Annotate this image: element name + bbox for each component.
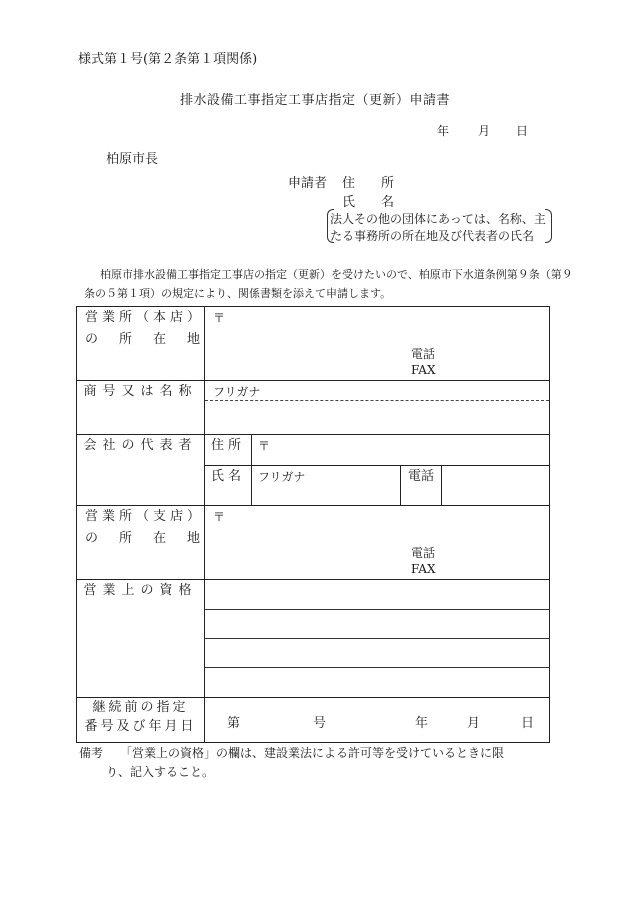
branch-office-postal-mark: 〒 <box>213 510 226 524</box>
form-number: 様式第１号(第２条第１項関係) <box>78 52 258 67</box>
main-office-tel-label: 電話 <box>411 347 436 361</box>
previous-label-line2: 番号及び年月日 <box>84 719 197 734</box>
row-qualification <box>77 580 550 698</box>
qualification-label: 営業上の資格 <box>77 580 205 698</box>
branch-office-address-cell[interactable] <box>205 506 550 580</box>
branch-office-label-line1: 営業所（支店） <box>85 509 205 524</box>
qualification-cell[interactable] <box>205 580 550 698</box>
branch-office-label-line2: の 所 在 地 <box>85 531 205 546</box>
prev-year: 年 <box>415 716 429 731</box>
remarks-label: 備考 <box>79 746 104 760</box>
trade-name-label: 商号又は名称 <box>77 381 205 435</box>
branch-office-tel-label: 電話 <box>411 546 436 560</box>
qualification-line-3 <box>205 667 549 668</box>
applicant-note-line1: 法人その他の団体にあっては、名称、主 <box>330 212 546 226</box>
furigana-divider <box>205 400 549 401</box>
rep-name-cell[interactable] <box>252 466 401 506</box>
prev-go: 号 <box>313 716 327 731</box>
rep-tel-label: 電話 <box>401 466 442 506</box>
trade-name-cell[interactable] <box>205 381 550 435</box>
date-day: 日 <box>516 124 529 138</box>
branch-office-fax-label: FAX <box>411 562 436 576</box>
row-branch-office <box>77 506 550 580</box>
previous-designation-cell[interactable] <box>205 698 550 743</box>
previous-label-line1: 継続前の指定 <box>92 700 189 715</box>
body-line2: 条の５第１項）の規定により、関係書類を添えて申請します。 <box>84 287 392 300</box>
application-table <box>76 306 550 743</box>
body-line1: 柏原市排水設備工事指定工事店の指定（更新）を受けたいので、柏原市下水道条例第９条（第９ <box>100 268 573 281</box>
form-title: 排水設備工事指定工事店指定（更新）申請書 <box>180 93 451 108</box>
qualification-line-2 <box>205 638 549 639</box>
main-office-fax-label: FAX <box>411 363 436 377</box>
main-office-label <box>77 307 205 381</box>
remarks-line2: り、記入すること。 <box>106 765 215 779</box>
prev-day: 日 <box>521 716 535 731</box>
previous-designation-label <box>77 698 205 743</box>
addressee: 柏原市長 <box>106 152 159 167</box>
date-year: 年 <box>437 124 450 138</box>
row-trade-name <box>77 381 550 435</box>
trade-name-furigana: フリガナ <box>213 385 261 399</box>
rep-address-cell[interactable] <box>252 435 550 466</box>
main-office-label-line2: の 所 在 地 <box>85 332 205 347</box>
row-rep-address <box>77 435 550 466</box>
row-main-office <box>77 307 550 381</box>
row-previous-designation <box>77 698 550 743</box>
representative-label: 会社の代表者 <box>77 435 205 506</box>
note-bracket-right <box>545 209 552 243</box>
rep-postal-mark: 〒 <box>258 439 271 453</box>
applicant-note-line2: たる事務所の所在地及び代表者の氏名 <box>330 229 535 243</box>
main-office-label-line1: 営業所（本店） <box>85 310 205 325</box>
rep-name-label: 氏名 <box>205 466 252 506</box>
branch-office-label <box>77 506 205 580</box>
prev-dai: 第 <box>227 716 241 731</box>
date-month: 月 <box>478 124 491 138</box>
applicant-address-label: 住 所 <box>342 176 395 191</box>
main-office-address-cell[interactable] <box>205 307 550 381</box>
main-office-postal-mark: 〒 <box>213 311 226 325</box>
rep-name-furigana: フリガナ <box>258 470 306 484</box>
rep-address-label: 住所 <box>205 435 252 466</box>
remarks-line1: 「営業上の資格」の欄は、建設業法による許可等を受けているときに限 <box>120 746 505 760</box>
applicant-name-label: 氏 名 <box>342 195 395 210</box>
prev-month: 月 <box>467 716 481 731</box>
rep-tel-cell[interactable] <box>442 466 550 506</box>
applicant-label: 申請者 <box>288 176 328 191</box>
qualification-line-1 <box>205 609 549 610</box>
